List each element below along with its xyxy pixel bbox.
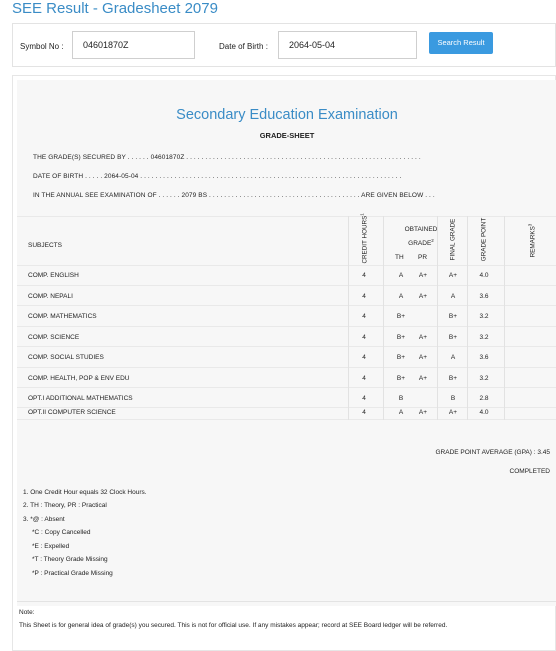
note-item: *P : Practical Grade Missing xyxy=(32,570,113,577)
practical-grade: A+ xyxy=(418,272,428,279)
credit-hours: 4 xyxy=(362,313,366,320)
footer-note-title: Note: xyxy=(19,609,35,616)
credit-hours: 4 xyxy=(362,395,366,402)
header-pr: PR xyxy=(418,254,428,261)
note-item: *E : Expelled xyxy=(32,543,70,550)
header-subjects: SUBJECTS xyxy=(28,242,62,249)
search-result-button[interactable]: Search Result xyxy=(429,32,493,54)
exam-year-line: IN THE ANNUAL SEE EXAMINATION OF . . . . . . 2079 BS . . . . . . . . . . . . . . . . . . . . . . . . . . . . . . . . . . . . . . . . ARE GIVEN BELOW . . . xyxy=(33,192,435,199)
grade-secured-line: THE GRADE(S) SECURED BY . . . . . . 04601870Z . . . . . . . . . . . . . . . . . . . . . . . . . . . . . . . . . . . . . . . . . . . . . . . . . . . . . . . . . . . . . . xyxy=(33,154,421,161)
grade-point: 4.0 xyxy=(479,409,489,416)
note-item: *T : Theory Grade Missing xyxy=(32,556,108,563)
grades-table xyxy=(17,213,556,420)
subject-name: COMP. MATHEMATICS xyxy=(28,313,97,320)
final-grade: A xyxy=(450,354,456,361)
theory-grade: B xyxy=(398,395,404,402)
dob-input[interactable]: 2064-05-04 xyxy=(278,31,417,59)
gradesheet xyxy=(17,80,556,606)
footer-note-text: This Sheet is for general idea of grade(s) you secured. This is not for official use. If any mistakes appear; record at SEE Board ledger will be referred. xyxy=(19,622,448,629)
header-remarks: REMARKS$^3$ xyxy=(527,223,537,258)
theory-grade: B+ xyxy=(396,354,406,361)
practical-grade: A+ xyxy=(418,409,428,416)
header-credit-hours: CREDIT HOURS$^1$ xyxy=(359,213,369,264)
note-item: *C : Copy Cancelled xyxy=(32,529,91,536)
final-grade: B xyxy=(450,395,456,402)
theory-grade: A xyxy=(398,272,404,279)
footer-note xyxy=(19,606,551,632)
theory-grade: B+ xyxy=(396,334,406,341)
final-grade: B+ xyxy=(448,313,458,320)
credit-hours: 4 xyxy=(362,354,366,361)
theory-grade: B+ xyxy=(396,313,406,320)
subject-name: COMP. SCIENCE xyxy=(28,334,80,341)
practical-grade: A+ xyxy=(418,354,428,361)
credit-hours: 4 xyxy=(362,409,366,416)
dob-label: Date of Birth : xyxy=(219,42,268,51)
theory-grade: A xyxy=(398,293,404,300)
subject-name: OPT.II COMPUTER SCIENCE xyxy=(28,409,116,416)
theory-grade: A xyxy=(398,409,404,416)
credit-hours: 4 xyxy=(362,375,366,382)
final-grade: A xyxy=(450,293,456,300)
final-grade: B+ xyxy=(448,334,458,341)
search-form xyxy=(12,23,556,67)
header-grade-point: GRADE POINT xyxy=(480,217,488,262)
symbol-label: Symbol No : xyxy=(20,42,64,51)
final-grade: A+ xyxy=(448,409,458,416)
subject-name: COMP. HEALTH, POP & ENV EDU xyxy=(28,375,130,382)
note-item: 1. One Credit Hour equals 32 Clock Hours. xyxy=(23,489,147,496)
subject-name: COMP. SOCIAL STUDIES xyxy=(28,354,104,361)
practical-grade: A+ xyxy=(418,293,428,300)
grade-point: 3.6 xyxy=(479,354,489,361)
status-completed: COMPLETED xyxy=(509,468,550,475)
note-item: 3. *@ : Absent xyxy=(23,516,65,523)
subject-name: COMP. NEPALI xyxy=(28,293,73,300)
subject-name: COMP. ENGLISH xyxy=(28,272,79,279)
gradesheet-container xyxy=(12,75,556,651)
header-obtained-grade: OBTAINED GRADE$^2$ xyxy=(404,226,438,248)
header-final-grade: FINAL GRADE xyxy=(449,218,457,261)
practical-grade: A+ xyxy=(418,375,428,382)
grade-point: 3.2 xyxy=(479,313,489,320)
grade-point: 3.6 xyxy=(479,293,489,300)
credit-hours: 4 xyxy=(362,334,366,341)
grade-point: 3.2 xyxy=(479,334,489,341)
credit-hours: 4 xyxy=(362,272,366,279)
dob-line: DATE OF BIRTH . . . . . 2064-05-04 . . . . . . . . . . . . . . . . . . . . . . . . . . . . . . . . . . . . . . . . . . . . . . . . . . . . . . . . . . . . . . . . . . . . . xyxy=(33,173,402,180)
header-th: TH xyxy=(395,254,404,261)
exam-title: Secondary Education Examination xyxy=(176,107,398,123)
symbol-input[interactable]: 04601870Z xyxy=(72,31,195,59)
final-grade: B+ xyxy=(448,375,458,382)
theory-grade: B+ xyxy=(396,375,406,382)
gradesheet-heading: GRADE-SHEET xyxy=(259,131,315,140)
final-grade: A+ xyxy=(448,272,458,279)
practical-grade: A+ xyxy=(418,334,428,341)
gpa-value: GRADE POINT AVERAGE (GPA) : 3.45 xyxy=(435,449,550,456)
grade-point: 2.8 xyxy=(479,395,489,402)
subject-name: OPT.I ADDITIONAL MATHEMATICS xyxy=(28,395,133,402)
page-title: SEE Result - Gradesheet 2079 xyxy=(12,0,218,17)
note-item: 2. TH : Theory, PR : Practical xyxy=(23,502,107,509)
credit-hours: 4 xyxy=(362,293,366,300)
grade-point: 4.0 xyxy=(479,272,489,279)
grade-point: 3.2 xyxy=(479,375,489,382)
